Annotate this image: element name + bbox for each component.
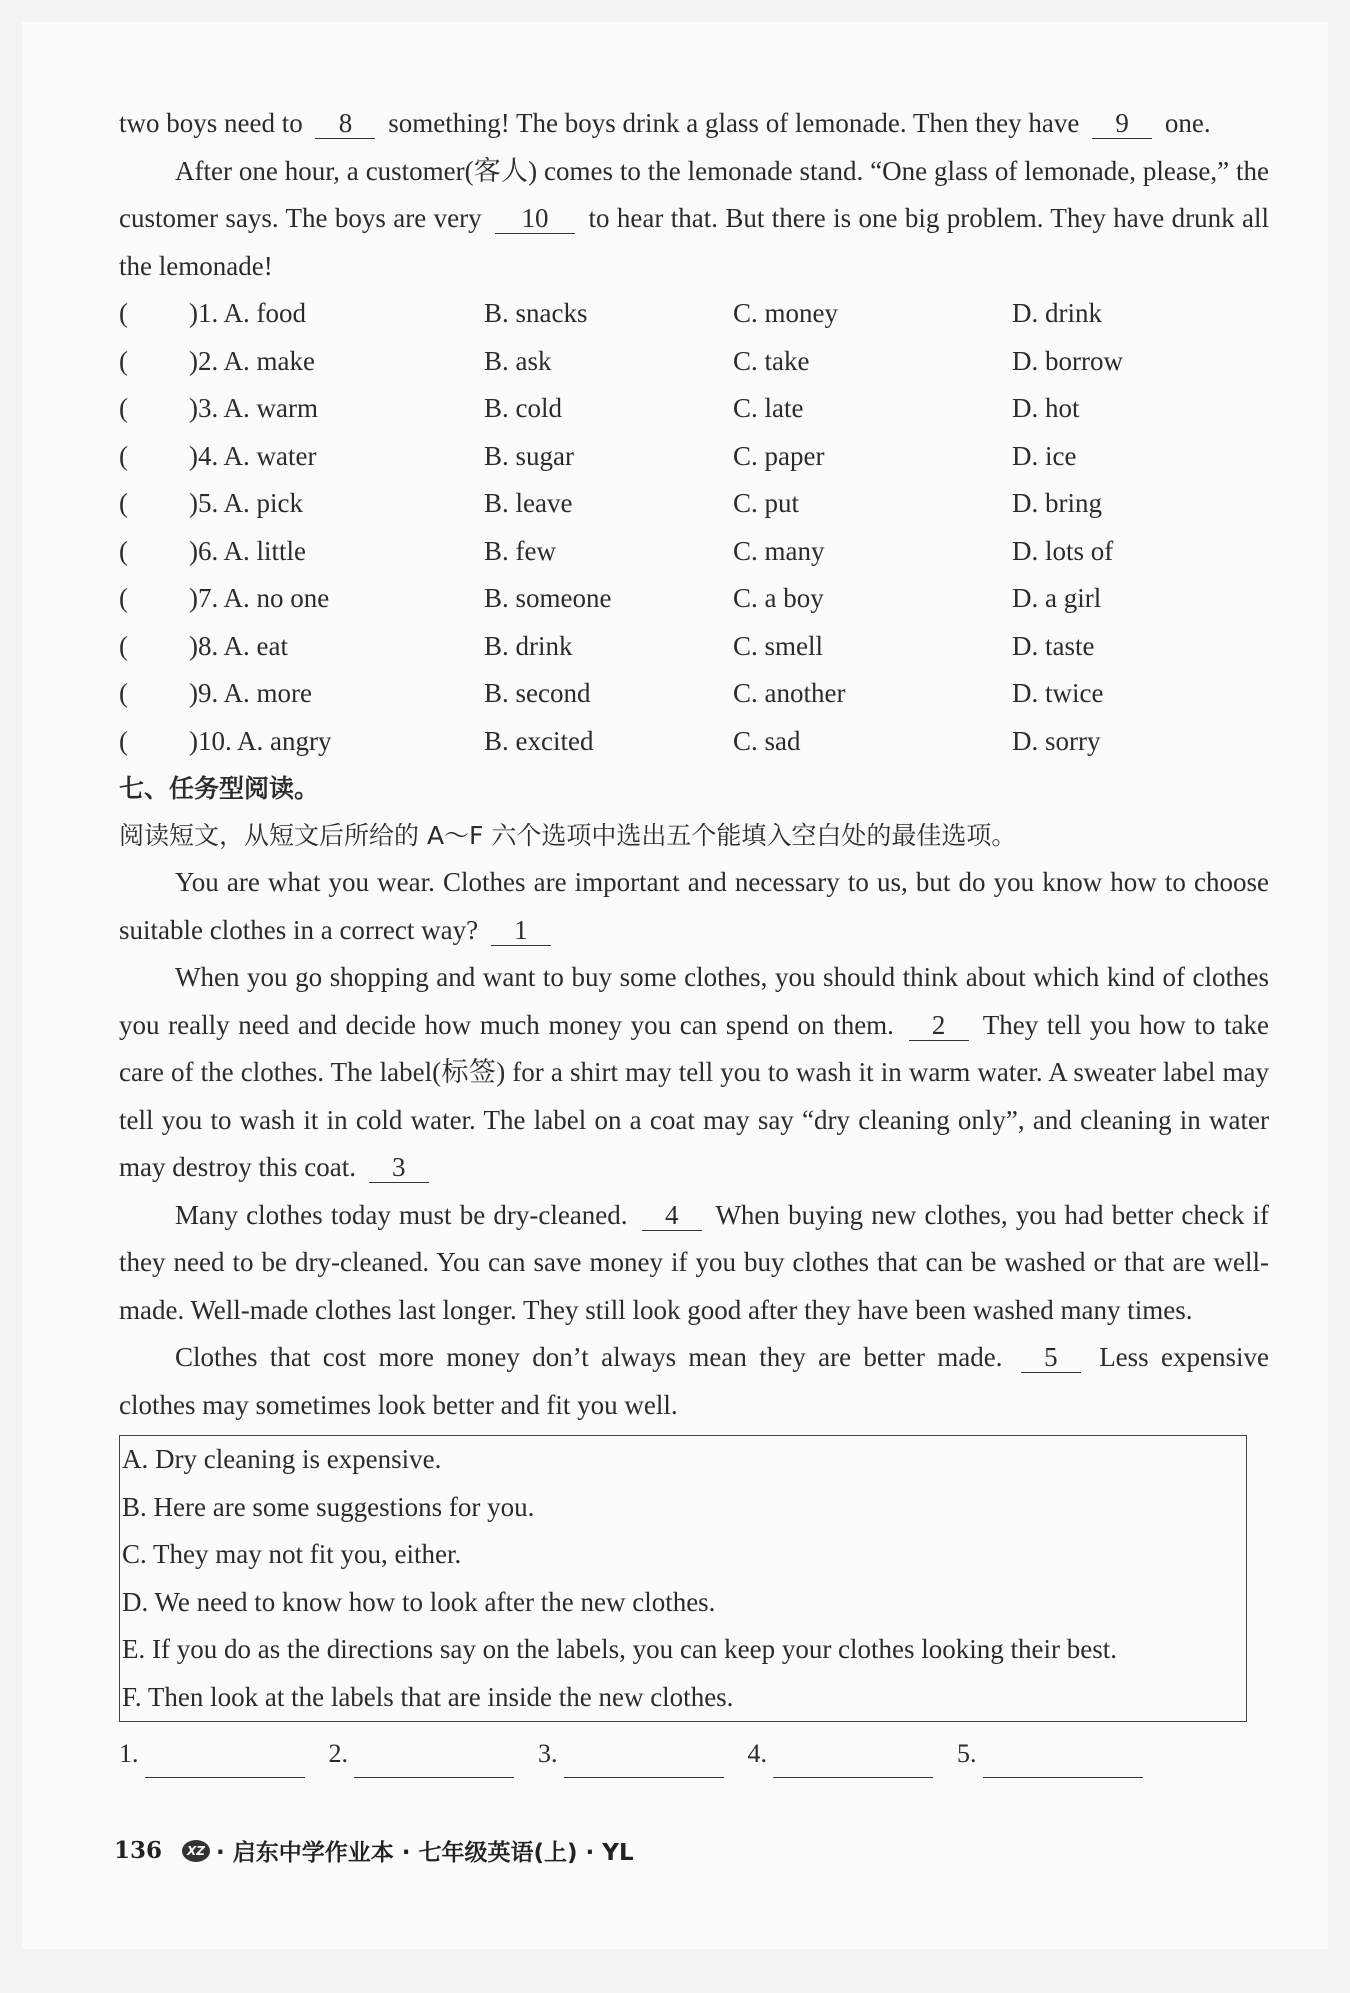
option-b[interactable]: B. cold <box>484 393 562 423</box>
page-number: 136 <box>114 1837 163 1864</box>
question-row <box>119 528 1269 576</box>
reading-paragraph <box>119 859 1269 954</box>
option-a[interactable]: )8. A. eat <box>189 630 288 661</box>
option-d[interactable]: D. a girl <box>1012 583 1102 613</box>
option-d[interactable]: D. bring <box>1012 488 1102 518</box>
answer-slot[interactable] <box>957 1730 1143 1778</box>
option-c[interactable]: C. put <box>733 488 800 518</box>
text-span: They tell you how to take care of the clothes. The label(标签) for a shirt may tell you to wash it in warm water. A sweater label may tell you to wash it in cold water. The label on a coat may say “dry cleaning only”, and cleaning in water may destroy this coat. <box>119 1009 1270 1182</box>
choice-box <box>119 1435 1247 1722</box>
blank-1[interactable]: 1 <box>491 915 551 946</box>
answer-paren[interactable]: ( <box>119 488 128 518</box>
answer-paren[interactable]: ( <box>119 535 128 566</box>
answer-slot[interactable] <box>119 1730 305 1778</box>
answer-line[interactable] <box>564 1749 724 1778</box>
blank-5[interactable]: 5 <box>1021 1342 1081 1373</box>
blank-9[interactable]: 9 <box>1092 108 1152 139</box>
answer-line[interactable] <box>354 1749 514 1778</box>
text-span: After one hour, a customer(客人) comes to the lemonade stand. “One glass of lemonade, please,” the customer says. The boys are very <box>119 155 1269 233</box>
answer-line[interactable] <box>983 1749 1143 1778</box>
answer-label: 4. <box>747 1739 767 1769</box>
answer-label: 5. <box>957 1739 977 1769</box>
option-a[interactable]: )5. A. pick <box>189 488 303 518</box>
answer-label: 1. <box>119 1739 139 1769</box>
option-c[interactable]: C. money <box>733 298 838 328</box>
question-row <box>119 385 1269 433</box>
cloze-options <box>119 290 1269 765</box>
option-c[interactable]: C. a boy <box>733 583 824 613</box>
text-span: something! The boys drink a glass of lemonade. Then they have <box>388 108 1080 138</box>
option-d[interactable]: D. ice <box>1012 440 1077 471</box>
passage-paragraph <box>119 148 1269 291</box>
option-b[interactable]: B. sugar <box>484 440 574 471</box>
answer-line[interactable] <box>145 1749 305 1778</box>
text-span: When buying new clothes, you had better check if they need to be dry-cleaned. You can save money if you buy clothes that can be washed or that are well-made. Well-made clothes last longer. They still look good after they have been washed many times. <box>119 1199 1269 1325</box>
option-d[interactable]: D. twice <box>1012 678 1104 708</box>
answer-paren[interactable]: ( <box>119 583 128 613</box>
option-a[interactable]: )4. A. water <box>189 440 317 471</box>
question-row <box>119 338 1269 386</box>
option-c[interactable]: C. take <box>733 345 810 376</box>
text-span: Clothes that cost more money don’t always mean they are better made. <box>175 1342 1003 1372</box>
option-b[interactable]: B. someone <box>484 583 612 613</box>
question-row <box>119 433 1269 481</box>
question-row <box>119 670 1269 718</box>
answer-paren[interactable]: ( <box>119 440 128 471</box>
answer-line[interactable] <box>773 1749 933 1778</box>
option-b[interactable]: B. ask <box>484 345 552 376</box>
option-d[interactable]: D. sorry <box>1012 725 1101 756</box>
text-span: two boys need to <box>119 108 303 138</box>
option-b[interactable]: B. excited <box>484 725 594 756</box>
text-span: Less expensive clothes may sometimes look better and fit you well. <box>119 1342 1269 1420</box>
text-span: one. <box>1164 108 1211 138</box>
answer-paren[interactable]: ( <box>119 298 128 328</box>
option-b[interactable]: B. second <box>484 678 591 708</box>
text-span: You are what you wear. Clothes are important and necessary to us, but do you know how to choose suitable clothes in a correct way? <box>119 867 1269 945</box>
blank-10[interactable]: 10 <box>495 203 575 234</box>
option-d[interactable]: D. taste <box>1012 630 1095 661</box>
answer-paren[interactable]: ( <box>119 630 128 661</box>
text-span: Many clothes today must be dry-cleaned. <box>175 1199 628 1230</box>
option-b[interactable]: B. few <box>484 535 556 566</box>
option-a[interactable]: )7. A. no one <box>189 583 330 613</box>
blank-4[interactable]: 4 <box>642 1200 702 1231</box>
workbook-page <box>22 22 1328 1949</box>
answer-slot[interactable] <box>538 1730 724 1778</box>
choice-option: A. Dry cleaning is expensive. <box>122 1444 442 1474</box>
reading-paragraph <box>119 1192 1269 1335</box>
option-c[interactable]: C. another <box>733 678 846 708</box>
answer-paren[interactable]: ( <box>119 725 128 756</box>
blank-3[interactable]: 3 <box>369 1152 429 1183</box>
answer-slot[interactable] <box>748 1730 934 1778</box>
reading-paragraph <box>119 954 1269 1192</box>
option-a[interactable]: )1. A. food <box>189 298 306 328</box>
option-c[interactable]: C. smell <box>733 630 824 661</box>
option-b[interactable]: B. leave <box>484 488 573 518</box>
option-d[interactable]: D. drink <box>1012 298 1102 328</box>
question-row <box>119 575 1269 623</box>
answer-paren[interactable]: ( <box>119 678 128 708</box>
question-row <box>119 480 1269 528</box>
text-span: to hear that. But there is one big problem. They have drunk all the lemonade! <box>119 203 1270 281</box>
option-a[interactable]: )6. A. little <box>189 535 306 566</box>
answer-label: 2. <box>328 1739 348 1769</box>
option-d[interactable]: D. borrow <box>1012 345 1123 376</box>
answer-label: 3. <box>538 1739 558 1769</box>
option-c[interactable]: C. sad <box>733 725 801 756</box>
choice-option: E. If you do as the directions say on the labels, you can keep your clothes looking their best. <box>122 1634 1118 1664</box>
option-c[interactable]: C. many <box>733 535 825 566</box>
answer-slot[interactable] <box>329 1730 515 1778</box>
blank-2[interactable]: 2 <box>909 1010 969 1041</box>
option-a[interactable]: )3. A. warm <box>189 393 318 423</box>
text-span: When you go shopping and want to buy some clothes, you should think about which kind of clothes you really need and decide how much money you can spend on them. <box>119 962 1269 1040</box>
page-footer <box>114 1834 634 1867</box>
option-d[interactable]: D. lots of <box>1012 535 1114 566</box>
answer-lines <box>119 1730 1269 1778</box>
book-title: · 启东中学作业本 · 七年级英语(上) · YL <box>216 1840 634 1866</box>
choice-option: B. Here are some suggestions for you. <box>122 1491 535 1522</box>
option-c[interactable]: C. late <box>733 393 804 423</box>
answer-paren[interactable]: ( <box>119 393 128 423</box>
option-b[interactable]: B. snacks <box>484 298 588 328</box>
question-row <box>119 718 1269 766</box>
passage-line <box>119 100 1269 148</box>
choice-option: F. Then look at the labels that are inside the new clothes. <box>122 1681 734 1712</box>
section-title: 七、任务型阅读。 <box>119 774 320 803</box>
choice-option: D. We need to know how to look after the new clothes. <box>122 1586 716 1617</box>
option-b[interactable]: B. drink <box>484 630 573 661</box>
question-row <box>119 623 1269 671</box>
reading-paragraph <box>119 1334 1269 1429</box>
blank-8[interactable]: 8 <box>315 108 375 139</box>
question-row <box>119 290 1269 338</box>
publisher-logo-icon: XZ <box>182 1840 210 1862</box>
page-content <box>119 100 1269 1778</box>
option-a[interactable]: )9. A. more <box>189 678 312 708</box>
option-c[interactable]: C. paper <box>733 440 825 471</box>
choice-option: C. They may not fit you, either. <box>122 1539 462 1569</box>
section-instruction: 阅读短文，从短文后所给的 A～F 六个选项中选出五个能填入空白处的最佳选项。 <box>119 821 1017 850</box>
option-a[interactable]: )2. A. make <box>189 345 315 376</box>
option-d[interactable]: D. hot <box>1012 393 1080 423</box>
answer-paren[interactable]: ( <box>119 345 128 376</box>
option-a[interactable]: )10. A. angry <box>189 725 332 756</box>
